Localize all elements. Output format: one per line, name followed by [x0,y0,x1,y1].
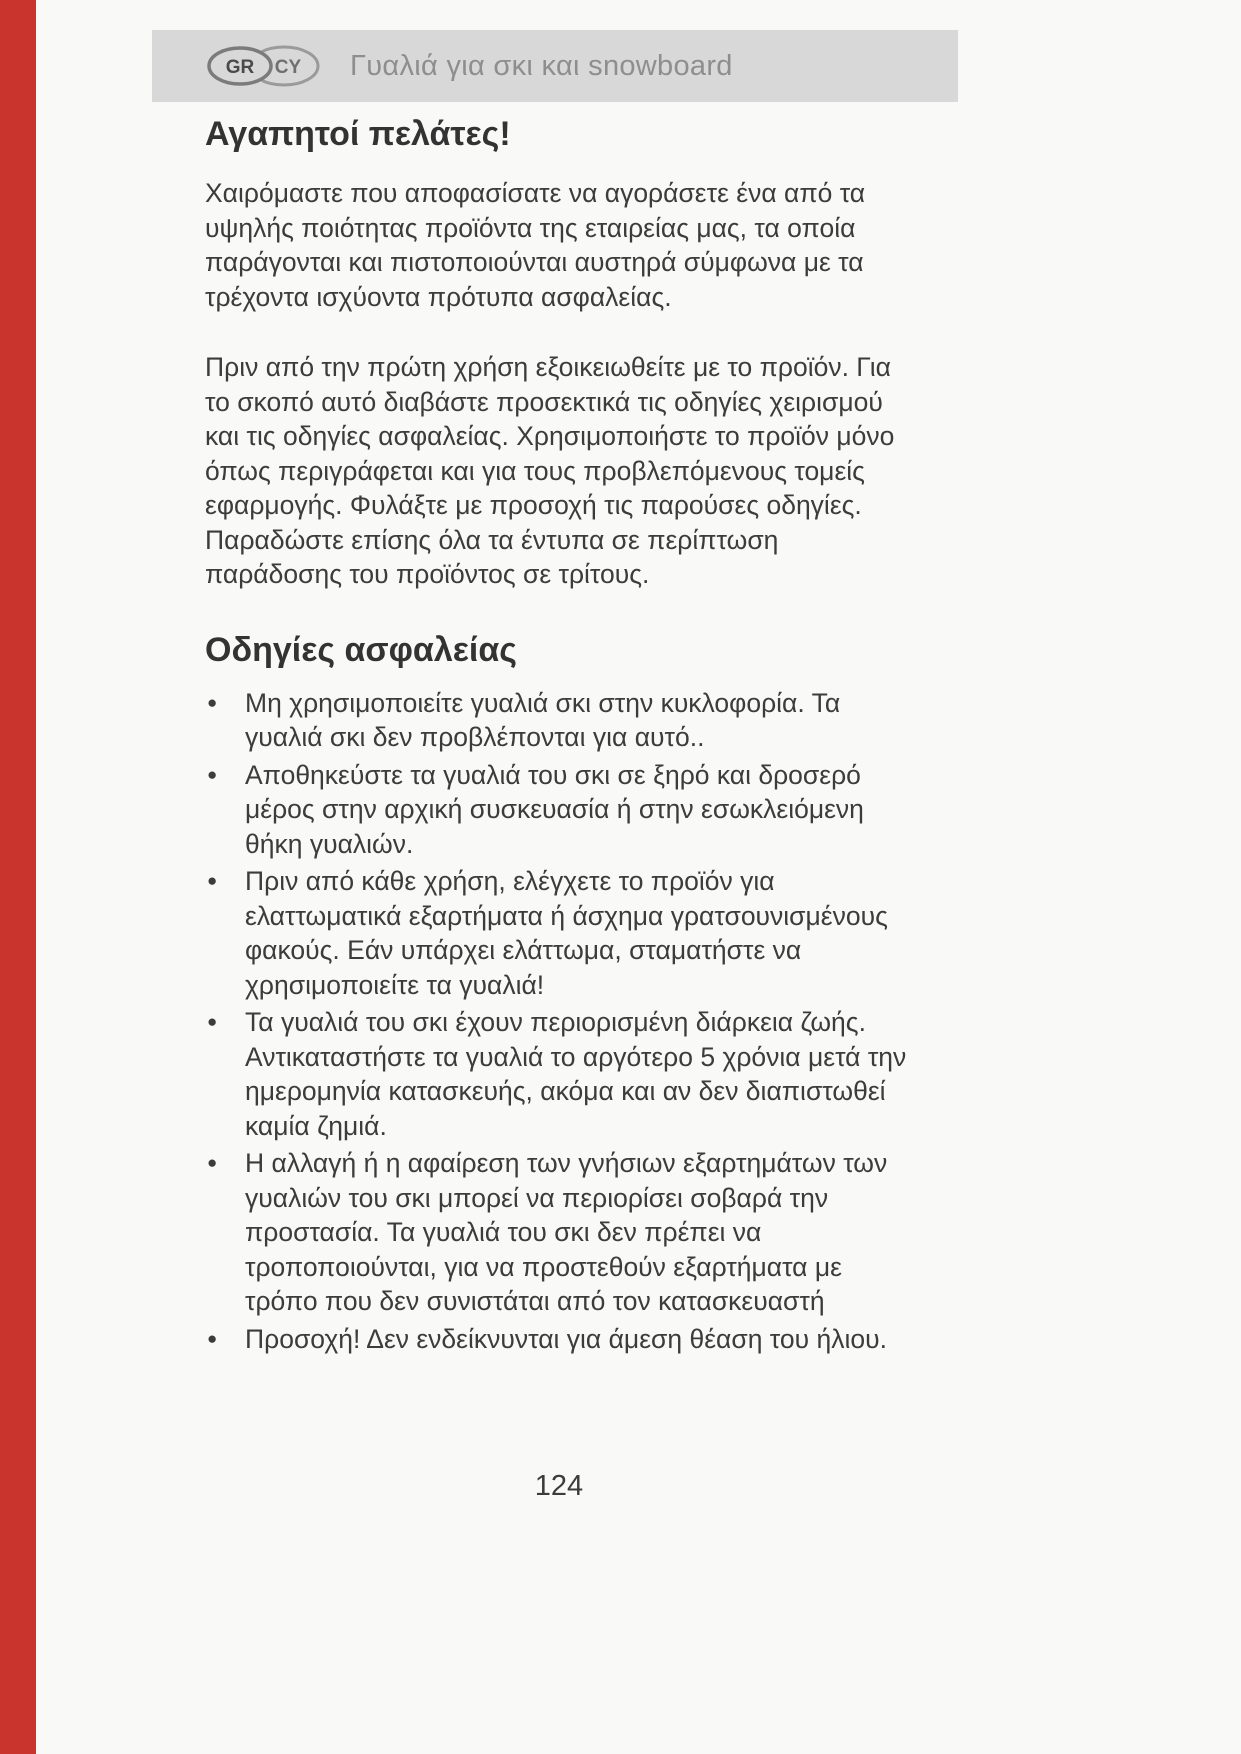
badge-label-gr: GR [225,57,255,78]
header-bar [152,30,958,102]
safety-list-item: ● Μη χρησιμοποιείτε γυαλιά σκι στην κυκλοφορία. Τα γυαλιά σκι δεν προβλέπονται για αυτό.. [205,686,913,755]
safety-list-item: ● Τα γυαλιά του σκι έχουν περιορισμένη διάρκεια ζωής. Αντικαταστήστε τα γυαλιά το αργότερο 5 χρόνια μετά την ημερομηνία κατασκευής, ακόμα και αν δεν διαπιστωθεί καμία ζημιά. [205,1005,913,1143]
page-number: 124 [534,1470,584,1502]
safety-list-item: ● Πριν από κάθε χρήση, ελέγχετε το προϊόν για ελαττωματικά εξαρτήματα ή άσχημα γρατσουνισμένους φακούς. Εάν υπάρχει ελάττωμα, σταματήστε να χρησιμοποιείτε τα γυαλιά! [205,864,913,1002]
safety-list-item: ● Αποθηκεύστε τα γυαλιά του σκι σε ξηρό και δροσερό μέρος στην αρχική συσκευασία ή στην εσωκλειόμενη θήκη γυαλιών. [205,758,913,862]
intro-paragraph-1: Χαιρόμαστε που αποφασίσατε να αγοράσετε ένα από τα υψηλής ποιότητας προϊόντα της εταιρείας μας, τα οποία παράγονται και πιστοποιούνται αυστηρά σύμφωνα με τα τρέχοντα ισχύοντα πρότυπα ασφαλείας. [205,178,866,312]
page-content [205,112,913,1359]
gr-cy-badge [204,42,326,90]
safety-list-item: ● Προσοχή! Δεν ενδείκνυνται για άμεση θέαση του ήλιου. [205,1322,913,1357]
badge-label-cy: CY [274,57,302,78]
red-edge-strip [0,0,36,1754]
header-title: Γυαλιά για σκι και snowboard [350,49,733,82]
safety-list-item: ● Η αλλαγή ή η αφαίρεση των γνήσιων εξαρτημάτων των γυαλιών του σκι μπορεί να περιορίσει σοβαρά την προστασία. Τα γυαλιά του σκι δεν πρέπει να τροποποιούνται, για να προστεθούν εξαρτήματα με τρόπο που δεν συνιστάται από τον κατασκευαστή [205,1146,913,1319]
intro-paragraph-2: Πριν από την πρώτη χρήση εξοικειωθείτε με το προϊόν. Για το σκοπό αυτό διαβάστε προσεκτικά τις οδηγίες χειρισμού και τις οδηγίες ασφαλείας. Χρησιμοποιήστε το προϊόν μόνο όπως περιγράφεται και για τους προβλεπόμενους τομείς εφαρμογής. Φυλάξτε με προσοχή τις παρούσες οδηγίες. Παραδώστε επίσης όλα τα έντυπα σε περίπτωση παράδοσης του προϊόντος σε τρίτους. [205,352,895,589]
safety-list [205,686,913,1357]
greeting-heading: Αγαπητοί πελάτες! [205,115,511,153]
safety-heading: Οδηγίες ασφαλείας [205,630,517,669]
